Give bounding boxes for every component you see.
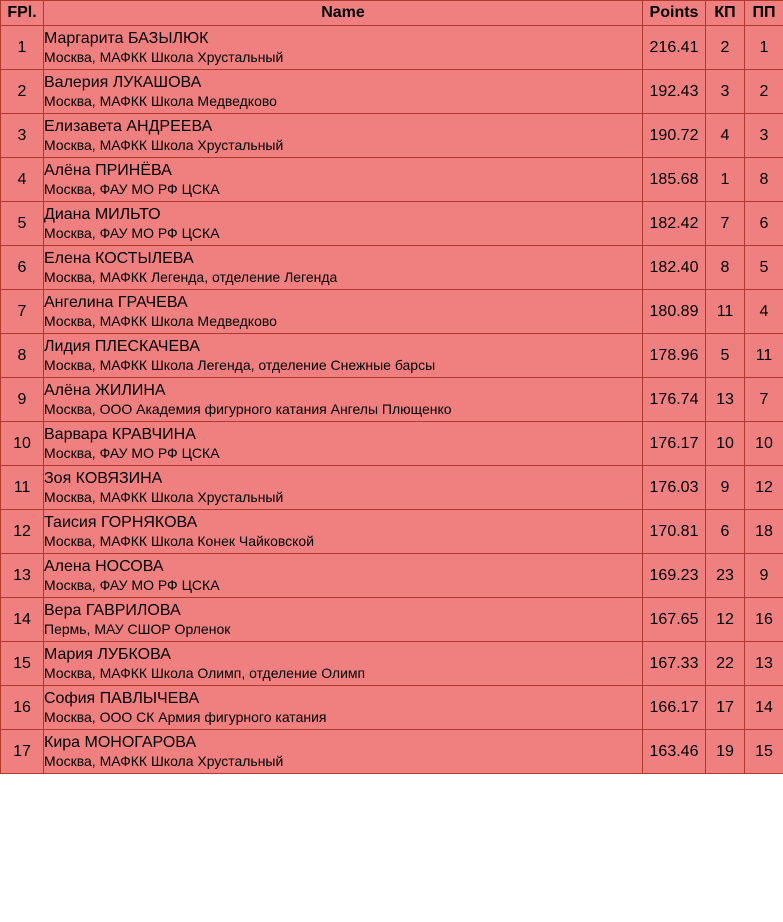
cell-kp: 8 [706,246,745,290]
cell-kp: 10 [706,422,745,466]
cell-rank: 12 [1,510,44,554]
cell-points: 166.17 [643,686,706,730]
cell-points: 180.89 [643,290,706,334]
skater-club: Москва, ФАУ МО РФ ЦСКА [44,577,220,593]
cell-name [44,26,643,70]
cell-pp: 18 [745,510,783,554]
table-row [1,26,783,70]
skater-name: Алёна ПРИНЁВА [44,162,172,179]
header-pp: ПП [745,1,783,26]
cell-name [44,466,643,510]
cell-name [44,70,643,114]
cell-pp: 8 [745,158,783,202]
cell-points: 170.81 [643,510,706,554]
cell-kp: 6 [706,510,745,554]
skater-name: Алёна ЖИЛИНА [44,382,166,399]
table-row [1,114,783,158]
header-rank: FPl. [1,1,44,26]
cell-pp: 3 [745,114,783,158]
cell-points: 178.96 [643,334,706,378]
cell-kp: 19 [706,730,745,774]
cell-kp: 7 [706,202,745,246]
cell-rank: 7 [1,290,44,334]
cell-points: 167.65 [643,598,706,642]
cell-kp: 13 [706,378,745,422]
cell-pp: 14 [745,686,783,730]
cell-pp: 1 [745,26,783,70]
cell-kp: 11 [706,290,745,334]
cell-rank: 3 [1,114,44,158]
cell-rank: 13 [1,554,44,598]
cell-name [44,598,643,642]
skater-name: Елизавета АНДРЕЕВА [44,118,213,135]
table-row [1,246,783,290]
cell-points: 185.68 [643,158,706,202]
cell-points: 167.33 [643,642,706,686]
table-row [1,422,783,466]
skater-name: Таисия ГОРНЯКОВА [44,514,198,531]
skater-name: Зоя КОВЯЗИНА [44,470,163,487]
cell-points: 182.42 [643,202,706,246]
cell-pp: 9 [745,554,783,598]
cell-pp: 4 [745,290,783,334]
cell-points: 163.46 [643,730,706,774]
cell-points: 176.17 [643,422,706,466]
cell-kp: 23 [706,554,745,598]
cell-name [44,422,643,466]
header-row [1,1,783,26]
cell-pp: 2 [745,70,783,114]
cell-name [44,202,643,246]
skater-name: Диана МИЛЬТО [44,206,161,223]
skater-club: Москва, МАФКК Школа Хрустальный [44,489,284,505]
skater-name: София ПАВЛЫЧЕВА [44,690,200,707]
skater-club: Москва, МАФКК Школа Олимп, отделение Олимп [44,665,366,681]
cell-rank: 6 [1,246,44,290]
skater-name: Алена НОСОВА [44,558,164,575]
cell-pp: 15 [745,730,783,774]
cell-pp: 11 [745,334,783,378]
skater-club: Москва, МАФКК Школа Конек Чайковской [44,533,315,549]
skater-club: Москва, ООО СК Армия фигурного катания [44,709,327,725]
skater-club: Москва, МАФКК Школа Медведково [44,313,277,329]
cell-name [44,642,643,686]
cell-kp: 4 [706,114,745,158]
table-row [1,642,783,686]
cell-kp: 12 [706,598,745,642]
cell-pp: 10 [745,422,783,466]
table-row [1,510,783,554]
cell-pp: 13 [745,642,783,686]
cell-name [44,158,643,202]
cell-points: 192.43 [643,70,706,114]
skater-name: Вера ГАВРИЛОВА [44,602,181,619]
table-row [1,70,783,114]
skater-name: Елена КОСТЫЛЕВА [44,250,194,267]
skater-name: Валерия ЛУКАШОВА [44,74,202,91]
cell-rank: 10 [1,422,44,466]
cell-points: 176.74 [643,378,706,422]
cell-kp: 9 [706,466,745,510]
header-name: Name [44,1,643,26]
cell-rank: 5 [1,202,44,246]
skater-name: Кира МОНОГАРОВА [44,734,197,751]
cell-kp: 2 [706,26,745,70]
cell-kp: 3 [706,70,745,114]
cell-points: 216.41 [643,26,706,70]
table-row [1,378,783,422]
skater-club: Москва, МАФКК Легенда, отделение Легенда [44,269,338,285]
table-row [1,730,783,774]
cell-name [44,378,643,422]
cell-name [44,246,643,290]
skater-club: Москва, ФАУ МО РФ ЦСКА [44,225,220,241]
cell-kp: 17 [706,686,745,730]
cell-points: 176.03 [643,466,706,510]
cell-name [44,510,643,554]
skater-club: Москва, МАФКК Школа Легенда, отделение Снежные барсы [44,357,436,373]
cell-name [44,554,643,598]
cell-rank: 9 [1,378,44,422]
skater-club: Москва, ФАУ МО РФ ЦСКА [44,181,220,197]
table-row [1,202,783,246]
cell-kp: 5 [706,334,745,378]
table-row [1,466,783,510]
table-row [1,598,783,642]
cell-points: 169.23 [643,554,706,598]
table-row [1,290,783,334]
cell-pp: 12 [745,466,783,510]
table-row [1,334,783,378]
cell-kp: 22 [706,642,745,686]
cell-kp: 1 [706,158,745,202]
cell-rank: 2 [1,70,44,114]
cell-rank: 8 [1,334,44,378]
cell-name [44,686,643,730]
cell-points: 190.72 [643,114,706,158]
table-header [1,1,783,26]
table-row [1,158,783,202]
cell-rank: 16 [1,686,44,730]
cell-pp: 5 [745,246,783,290]
skater-name: Ангелина ГРАЧЕВА [44,294,188,311]
skater-club: Москва, МАФКК Школа Хрустальный [44,49,284,65]
skater-name: Мария ЛУБКОВА [44,646,171,663]
skater-club: Москва, ООО Академия фигурного катания Ангелы Плющенко [44,401,452,417]
cell-rank: 15 [1,642,44,686]
table-row [1,686,783,730]
cell-pp: 6 [745,202,783,246]
skater-name: Лидия ПЛЕСКАЧЕВА [44,338,200,355]
cell-rank: 14 [1,598,44,642]
cell-name [44,114,643,158]
table-row [1,554,783,598]
header-points: Points [643,1,706,26]
cell-name [44,290,643,334]
cell-name [44,730,643,774]
cell-rank: 4 [1,158,44,202]
skater-club: Москва, МАФКК Школа Хрустальный [44,137,284,153]
skater-name: Маргарита БАЗЫЛЮК [44,30,209,47]
skater-club: Москва, ФАУ МО РФ ЦСКА [44,445,220,461]
header-kp: КП [706,1,745,26]
skater-name: Варвара КРАВЧИНА [44,426,196,443]
skater-club: Пермь, МАУ СШОР Орленок [44,621,231,637]
skater-club: Москва, МАФКК Школа Медведково [44,93,277,109]
skater-club: Москва, МАФКК Школа Хрустальный [44,753,284,769]
cell-rank: 17 [1,730,44,774]
cell-pp: 16 [745,598,783,642]
cell-pp: 7 [745,378,783,422]
cell-points: 182.40 [643,246,706,290]
cell-name [44,334,643,378]
cell-rank: 11 [1,466,44,510]
table-body [1,26,783,774]
cell-rank: 1 [1,26,44,70]
